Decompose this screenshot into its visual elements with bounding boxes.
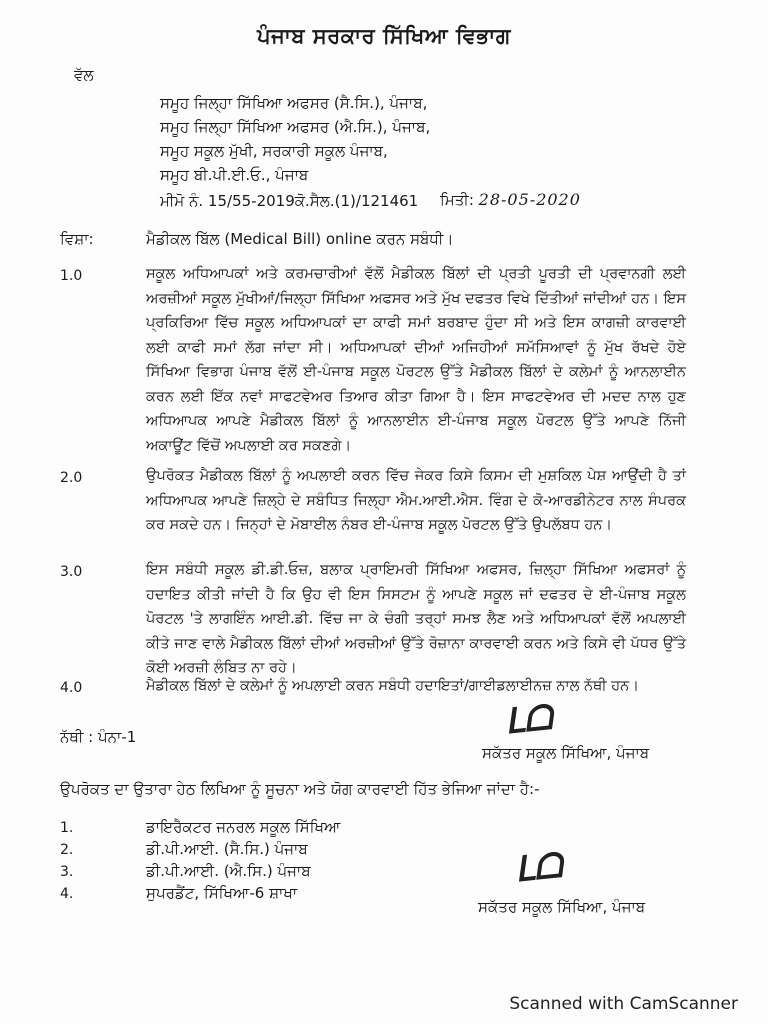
list-item: ਡਾਇਰੈਕਟਰ ਜਨਰਲ ਸਕੂਲ ਸਿੱਖਿਆ	[146, 818, 341, 836]
page-title: ਪੰਜਾਬ ਸਰਕਾਰ ਸਿੱਖਿਆ ਵਿਭਾਗ	[257, 24, 511, 48]
paragraph-text: ਉਪਰੋਕਤ ਮੈਡੀਕਲ ਬਿੱਲਾਂ ਨੂੰ ਅਪਲਾਈ ਕਰਨ ਵਿੱਚ ਜੇਕਰ ਕਿਸੇ ਕਿਸਮ ਦੀ ਮੁਸ਼ਕਿਲ ਪੇਸ਼ ਆਉਂਦੀ ਹੈ ਤਾਂ ਅਧਿਆਪਕ ਆਪਣੇ ਜ਼ਿਲ੍ਹੇ ਦੇ ਸਬੰਧਿਤ ਜਿਲ੍ਹਾ ਐਮ.ਆਈ.ਐਸ. ਵਿੰਗ ਦੇ ਕੋ-ਆਰਡੀਨੇਟਰ ਨਾਲ ਸੰਪਰਕ ਕਰ ਸਕਦੇ ਹਨ। ਜਿਨ੍ਹਾਂ ਦੇ ਮੋਬਾਈਲ ਨੰਬਰ ਈ-ਪੰਜਾਬ ਸਕੂਲ ਪੋਰਟਲ ਉੱਤੇ ਉਪਲੱਬਧ ਹਨ।	[146, 468, 686, 533]
list-number: 4.	[60, 886, 74, 902]
paragraph-number: 4.0	[60, 680, 83, 696]
paragraph-text: ਸਕੂਲ ਅਧਿਆਪਕਾਂ ਅਤੇ ਕਰਮਚਾਰੀਆਂ ਵੱਲੋਂ ਮੈਡੀਕਲ ਬਿੱਲਾਂ ਦੀ ਪ੍ਰਤੀ ਪੂਰਤੀ ਦੀ ਪ੍ਰਵਾਨਗੀ ਲਈ ਅਰਜ਼ੀਆਂ ਸਕੂਲ ਮੁੱਖੀਆਂ/ਜਿਲ੍ਹਾ ਸਿੱਖਿਆ ਅਫਸਰ ਅਤੇ ਮੁੱਖ ਦਫਤਰ ਵਿਖੇ ਦਿੱਤੀਆਂ ਜਾਂਦੀਆਂ ਹਨ। ਇਸ ਪ੍ਰਕਿਰਿਆ ਵਿੱਚ ਸਕੂਲ ਅਧਿਆਪਕਾਂ ਦਾ ਕਾਫੀ ਸਮਾਂ ਬਰਬਾਦ ਹੁੰਦਾ ਸੀ ਅਤੇ ਇਸ ਕਾਗਜ਼ੀ ਕਾਰਵਾਈ ਲਈ ਕਾਫੀ ਸਮਾਂ ਲੱਗ ਜਾਂਦਾ ਸੀ। ਅਧਿਆਪਕਾਂ ਦੀਆਂ ਅਜਿਹੀਆਂ ਸਮੱਸਿਆਵਾਂ ਨੂੰ ਮੁੱਖ ਰੱਖਦੇ ਹੋਏ ਸਿੱਖਿਆ ਵਿਭਾਗ ਪੰਜਾਬ ਵੱਲੋਂ ਈ-ਪੰਜਾਬ ਸਕੂਲ ਪੋਰਟਲ ਉੱਤੇ ਮੈਡੀਕਲ ਬਿੱਲਾਂ ਦੇ ਕਲੇਮਾਂ ਨੂੰ ਆਨਲਾਈਨ ਕਰਨ ਲਈ ਇੱਕ ਨਵਾਂ ਸਾਫਟਵੇਅਰ ਤਿਆਰ ਕੀਤਾ ਗਿਆ ਹੈ। ਇਸ ਸਾਫਟਵੇਅਰ ਦੀ ਮਦਦ ਨਾਲ ਹੁਣ ਅਧਿਆਪਕ ਆਪਣੇ ਮੈਡੀਕਲ ਬਿੱਲਾਂ ਨੂੰ ਆਨਲਾਈਨ ਈ-ਪੰਜਾਬ ਸਕੂਲ ਪੋਰਟਲ ਉੱਤੇ ਆਪਣੇ ਨਿੱਜੀ ਅਕਾਊਂਟ ਵਿੱਚੋਂ ਅਪਲਾਈ ਕਰ ਸਕਣਗੇ।	[146, 266, 686, 454]
list-number: 1.	[60, 820, 74, 836]
memo-date	[440, 190, 581, 209]
signature-mark: ᒪᗝ	[503, 697, 555, 743]
signature-mark: ᒪᗝ	[513, 845, 565, 891]
signature-title: ਸਕੱਤਰ ਸਕੂਲ ਸਿੱਖਿਆ, ਪੰਜਾਬ	[478, 898, 646, 916]
list-number: 3.	[60, 864, 74, 880]
date-value: 28-05-2020	[478, 190, 581, 209]
forward-note: ਉਪਰੋਕਤ ਦਾ ਉਤਾਰਾ ਹੇਠ ਲਿਖਿਆ ਨੂੰ ਸੂਚਨਾ ਅਤੇ ਯੋਗ ਕਾਰਵਾਈ ਹਿੱਤ ਭੇਜਿਆ ਜਾਂਦਾ ਹੈ:-	[60, 780, 540, 798]
paragraph-number: 2.0	[60, 470, 83, 486]
recipient-line: ਸਮੂਹ ਸਕੂਲ ਮੁੱਖੀ, ਸਰਕਾਰੀ ਸਕੂਲ ਪੰਜਾਬ,	[160, 142, 388, 160]
paragraph-number: 3.0	[60, 564, 83, 580]
subject-label: ਵਿਸ਼ਾ:	[60, 230, 94, 248]
date-label: ਮਿਤੀ:	[440, 191, 474, 209]
subject-text: ਮੈਡੀਕਲ ਬਿੱਲ (Medical Bill) online ਕਰਨ ਸਬੰਧੀ।	[146, 230, 454, 248]
enclosure-note: ਨੱਥੀ : ਪੰਨਾ-1	[60, 728, 137, 746]
recipient-line: ਸਮੂਹ ਬੀ.ਪੀ.ਈ.ਓ., ਪੰਜਾਬ	[160, 166, 309, 184]
list-item: ਸੁਪਰਡੈਂਟ, ਸਿੱਖਿਆ-6 ਸ਼ਾਖਾ	[146, 884, 298, 902]
recipient-line: ਸਮੂਹ ਜਿਲ੍ਹਾ ਸਿੱਖਿਆ ਅਫਸਰ (ਐ.ਸਿ.), ਪੰਜਾਬ,	[160, 118, 431, 136]
recipient-line: ਸਮੂਹ ਜਿਲ੍ਹਾ ਸਿੱਖਿਆ ਅਫਸਰ (ਸੈ.ਸਿ.), ਪੰਜਾਬ,	[160, 94, 428, 112]
list-item: ਡੀ.ਪੀ.ਆਈ. (ਐ.ਸਿ.) ਪੰਜਾਬ	[146, 862, 311, 880]
list-number: 2.	[60, 842, 74, 858]
scanner-watermark: Scanned with CamScanner	[509, 994, 738, 1014]
to-label: ਵੱਲ	[74, 66, 94, 84]
signature-title: ਸਕੱਤਰ ਸਕੂਲ ਸਿੱਖਿਆ, ਪੰਜਾਬ	[482, 744, 650, 762]
list-item: ਡੀ.ਪੀ.ਆਈ. (ਸੈ.ਸਿ.) ਪੰਜਾਬ	[146, 840, 308, 858]
paragraph-number: 1.0	[60, 268, 83, 284]
paragraph-text: ਇਸ ਸਬੰਧੀ ਸਕੂਲ ਡੀ.ਡੀ.ਓਜ਼, ਬਲਾਕ ਪ੍ਰਾਇਮਰੀ ਸਿੱਖਿਆ ਅਫਸਰ, ਜ਼ਿਲ੍ਹਾ ਸਿੱਖਿਆ ਅਫਸਰਾਂ ਨੂੰ ਹਦਾਇਤ ਕੀਤੀ ਜਾਂਦੀ ਹੈ ਕਿ ਉਹ ਵੀ ਇਸ ਸਿਸਟਮ ਨੂੰ ਆਪਣੇ ਸਕੂਲ ਜਾਂ ਦਫਤਰ ਦੇ ਈ-ਪੰਜਾਬ ਸਕੂਲ ਪੋਰਟਲ 'ਤੇ ਲਾਗਇੰਨ ਆਈ.ਡੀ. ਵਿੱਚ ਜਾ ਕੇ ਚੰਗੀ ਤਰ੍ਹਾਂ ਸਮਝ ਲੈਣ ਅਤੇ ਅਧਿਆਪਕਾਂ ਵੱਲੋਂ ਅਪਲਾਈ ਕੀਤੇ ਜਾਣ ਵਾਲੇ ਮੈਡੀਕਲ ਬਿੱਲਾਂ ਦੀਆਂ ਅਰਜ਼ੀਆਂ ਉੱਤੇ ਰੋਜ਼ਾਨਾ ਕਾਰਵਾਈ ਕਰਨ ਅਤੇ ਕਿਸੇ ਵੀ ਪੱਧਰ ਉੱਤੇ ਕੋਈ ਅਰਜ਼ੀ ਲੰਬਿਤ ਨਾ ਰਹੇ।	[146, 562, 686, 676]
paragraph-text: ਮੈਡੀਕਲ ਬਿੱਲਾਂ ਦੇ ਕਲੇਮਾਂ ਨੂੰ ਅਪਲਾਈ ਕਰਨ ਸਬੰਧੀ ਹਦਾਇਤਾਂ/ਗਾਈਡਲਾਈਨਜ਼ ਨਾਲ ਨੱਥੀ ਹਨ।	[146, 678, 640, 694]
memo-number: ਮੀਮੋ ਨੰ. 15/55-2019ਕੋ.ਸੈਲ.(1)/121461	[160, 192, 419, 210]
